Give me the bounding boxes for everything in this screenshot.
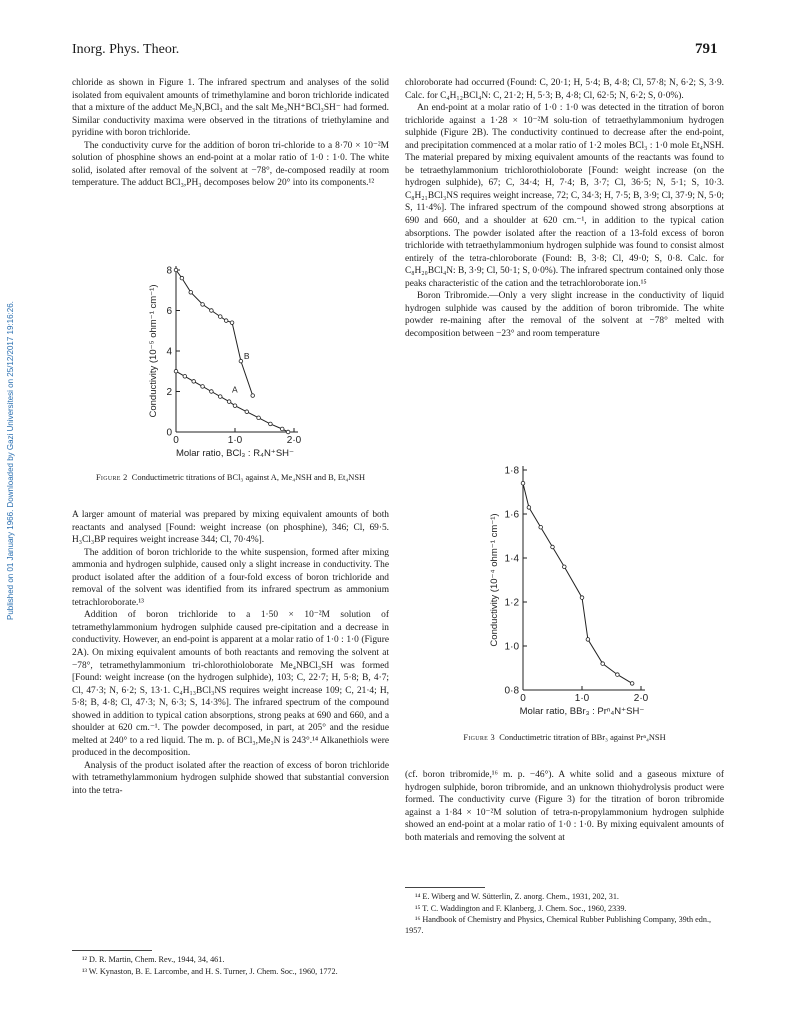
paragraph: Addition of boron trichloride to a 1·50 × 10⁻²M solution of tetramethylammonium hydrogen sulphide caused pre-cipitation and a decrease in conductivity. However, an end-point is apparent at a molar ratio of 1·0 : 1·0 (Figure 2A). On mixing equivalent amounts of both reactants and removing the solvent at −78°, tetramethylammonium tri-chlorothioloborate Me₄NBCl₃SH was formed [Found: weight increase (on the hydrogen sulphide), 103; C, 22·7; H, 5·8; B, 4·7; Cl, 47·3; N, 6·2; S, 13·1. C₄H₁₃BCl₃NS requires weight increase 109; C, 21·4; H, 5·8; B, 4·8; Cl, 47·3; N, 6·3; S, 14·3%]. The infrared spectrum of the compound showed in addition to typical cation absorptions, strong peaks at 690 and 660, and a shoulder at 620 cm.⁻¹. The powder decomposed, in part, at 205° and the residue melted at 240° to a red liquid. The m. p. of BCl₃,Me₃N is 243°.¹⁴ Alkanethiols were produced in the decomposition. [72,610,389,759]
right-column-top [405,77,724,340]
paragraph: A larger amount of material was prepared by mixing equivalent amounts of both reactants and analysed [Found: weight increase (on phosphine), 346; Cl, 69·5. H₃Cl₃BP requires weight increase 344; Cl, 70·4%]. [72,510,389,546]
y-tick-label: 1·6 [504,509,519,521]
x-tick-label: 2·0 [633,693,649,704]
data-point [521,481,525,485]
y-tick-label: 6 [166,306,172,317]
data-point [192,380,196,384]
paragraph: The conductivity curve for the addition of boron tri-chloride to a 8·70 × 10⁻²M solution of phosphine shows an end-point at a molar ratio of 1·0 : 1·0. The white solid, isolated after removal of the solvent at −78°, de-composed readily at room temperature. The adduct BCl₃,PH₃ decomposes below 20° into its components.¹² [72,140,389,189]
data-point [233,404,237,408]
y-tick-label: 0 [166,427,172,439]
data-point [230,321,234,325]
y-tick-label: 1·2 [504,597,519,609]
data-point [527,506,531,510]
data-point [218,315,222,319]
data-point [286,430,290,434]
series-label: A [232,384,238,395]
data-point [539,525,543,529]
figure-2-label: Figure 2 [95,473,128,482]
page-number: 791 [695,41,718,57]
paragraph: The addition of boron trichloride to the white suspension, formed after mixing ammonia and hydrogen sulphide, caused only a slight increase in conductivity. The product isolated after the addition of a four-fold excess of boron trichloride and removal of the solvent was identified from its infrared spectrum as ammonium tetrachloroborate.¹³ [72,547,389,608]
data-point [580,596,584,600]
paragraph: chloride as shown in Figure 1. The infrared spectrum and analyses of the solid isolated from equivalent amounts of trimethylamine and boron trichloride indicated that a mixture of the adduct Me₃N,BCl₃ and the salt Me₃NH⁺BCl₃SH⁻ had formed. Similar conductivity maxima were observed in the titrations of triethylamine and pyridine with boron trichloride. [72,78,389,139]
y-tick-label: 1·4 [504,553,519,565]
data-point [257,416,261,420]
paragraph: Analysis of the product isolated after the reaction of excess of boron trichloride with tetramethylammonium hydrogen sulphide showed that substantial conversion into the tetra- [72,760,389,797]
data-point [210,309,214,313]
paragraph: chloroborate had occurred (Found: C, 20·1; H, 5·4; B, 4·8; Cl, 57·8; N, 6·2; S, 3·9. Calc. for C₄H₁₂BCl₄N: C, 21·2; H, 5·3; B, 4·8; Cl, 62·5; N, 6·2; S, 0·0%). [405,78,724,101]
data-point [239,359,243,363]
data-point [630,682,634,686]
y-tick-label: 2 [166,387,172,398]
data-point [174,369,178,373]
footnote: ¹³ W. Kynaston, B. E. Larcombe, and H. S. Turner, J. Chem. Soc., 1960, 1772. [82,966,338,976]
x-tick-label: 1·0 [574,693,590,704]
series-label: B [243,351,250,362]
download-watermark-text: Published on 01 January 1966. Downloaded by Gazi Universitesi on 25/12/2017 19:16:26. [6,301,15,620]
data-point [601,662,605,666]
y-axis-label: Conductivity (10⁻⁵ ohm⁻¹ cm⁻¹) [148,284,159,418]
y-axis-label: Conductivity (10⁻⁴ ohm⁻¹ cm⁻¹) [489,513,500,647]
right-column-bottom [405,769,724,844]
data-point [218,395,222,399]
figure-3-caption-text: Conductimetric titration of BBr₃ against Prⁿ₄NSH [499,733,666,742]
figure-2-chart [72,262,389,467]
data-point [280,427,284,431]
footnote: ¹⁵ T. C. Waddington and F. Klanberg, J. Chem. Soc., 1960, 2339. [415,903,627,913]
y-tick-label: 8 [166,265,172,277]
data-point [189,290,193,294]
x-tick-label: 1·0 [227,435,243,446]
data-point [210,390,214,394]
figure-2-caption [72,472,389,483]
data-point [616,673,620,677]
footnotes-left [72,955,389,978]
data-point [551,545,555,549]
data-point [224,319,228,323]
data-point [174,268,178,272]
y-tick-label: 4 [166,346,172,358]
data-point [180,276,184,280]
data-point [227,400,231,404]
y-tick-label: 0·8 [504,685,519,697]
data-point [563,565,567,569]
series-line [176,270,253,396]
figure-2-caption-text: Conductimetric titrations of BCl₃ against A, Me₄NSH and B, Et₄NSH [131,473,366,482]
x-axis-label: Molar ratio, BBr₃ : Prⁿ₄N⁺SH⁻ [519,706,645,717]
data-point [245,410,249,414]
data-point [183,375,187,379]
x-tick-label: 2·0 [286,435,302,446]
footnote-rule [72,950,152,951]
data-point [269,422,273,426]
data-point [251,394,255,398]
left-column-top [72,77,389,190]
paragraph: An end-point at a molar ratio of 1·0 : 1·0 was detected in the titration of boron trichloride against a 1·28 × 10⁻²M solu-tion of tetraethylammonium hydrogen sulphide (Figure 2B). The conductivity continued to decrease after the end-point, and precipitation commenced at a molar ratio of 1·2 moles BCl₃ : 1·0 mole Et₄NSH. The material prepared by mixing equivalent amounts of the reactants was found to be tetraethylammonium trichlorothioloborate [Found: weight increase (on the hydrogen sulphide), 67; C, 34·4; H, 7·4; B, 3·7; Cl, 36·5; N, 5·1; S, 10·3. C₈H₂₁BCl₃NS requires weight increase, 72; C, 34·3; H, 7·5; B, 3·9; Cl, 37·9; N, 5·0; S, 11·4%]. The infrared spectrum of the compound showed strong absorptions at 690 and 660, and a shoulder at 620 cm.⁻¹, in addition to the typical cation absorptions. The powder isolated after the reaction of a 13-fold excess of boron trichloride with tetraethylammonium hydrogen sulphide was found to consist almost entirely of the tetra-chloroborate (Found: B, 3·8; Cl, 49·0; S, 0·8. Calc. for C₈H₂₀BCl₄N: B, 3·9; Cl, 50·1; S, 0·0%). The infrared spectrum contained only those peaks characteristic of the cation and the tetrachloroborate ion.¹⁵ [405,103,724,289]
paragraph: (cf. boron tribromide,¹⁶ m. p. −46°). A white solid and a gaseous mixture of hydrogen sulphide, boron tribromide, and an unknown thiohydrolysis product were formed. The conductivity curve (Figure 3) for the titration of boron tribromide against a 1·84 × 10⁻²M solution of tetra-n-propylammonium hydrogen sulphide showed an end-point at a molar ratio of 1·0 : 1·0. By mixing equivalent amounts of both materials and removing the solvent at [405,770,724,843]
y-tick-label: 1·0 [504,641,519,653]
left-column-bottom [72,509,389,798]
footnotes-right [405,892,724,937]
data-point [201,385,205,389]
figure-3-label: Figure 3 [463,733,496,742]
footnote: ¹⁶ Handbook of Chemistry and Physics, Chemical Rubber Publishing Company, 39th edn., 1957. [405,915,712,935]
footnote: ¹² D. R. Martin, Chem. Rev., 1944, 34, 461. [82,955,225,964]
paragraph: Boron Tribromide.—Only a very slight increase in the conductivity of liquid hydrogen sulphide was caused by the addition of boron tribromide. The white powder re-maining after the removal of the solvent at −78° melted with decomposition between −23° and room temperature [405,291,724,339]
data-point [201,303,205,307]
footnote: ¹⁴ E. Wiberg and W. Sütterlin, Z. anorg. Chem., 1931, 202, 31. [415,892,619,901]
footnote-rule [405,887,485,888]
x-tick-label: 0 [520,693,526,704]
x-axis-label: Molar ratio, BCl₃ : R₄N⁺SH⁻ [175,448,295,459]
running-header: Inorg. Phys. Theor. [72,42,180,57]
x-tick-label: 0 [173,435,179,446]
y-tick-label: 1·8 [504,465,519,477]
series-line [523,483,632,683]
figure-3-caption [405,732,724,743]
figure-3-chart [405,462,724,732]
data-point [586,638,590,642]
